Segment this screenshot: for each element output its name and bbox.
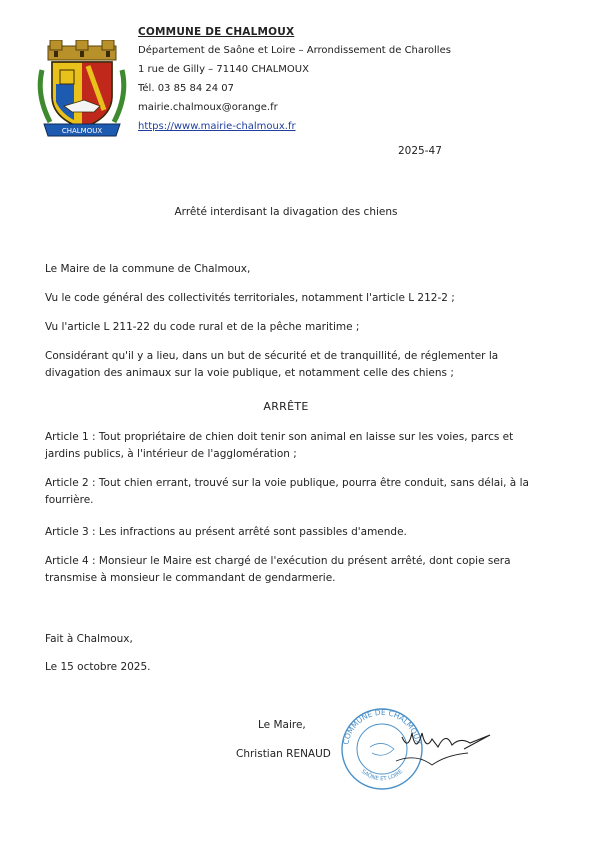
- article-4: Article 4 : Monsieur le Maire est chargé de l'exécution du présent arrêté, dont copie sera transmise à monsieur le commandant de gendarmerie.: [45, 555, 511, 584]
- decision-heading: ARRÊTE: [263, 400, 309, 413]
- svg-text:SAÔNE ET LOIRE: [360, 769, 405, 783]
- article-3: Article 3 : Les infractions au présent arrêté sont passibles d'amende.: [45, 526, 407, 538]
- article-2: Article 2 : Tout chien errant, trouvé sur la voie publique, pourra être conduit, sans délai, à la fourrière.: [45, 477, 529, 506]
- phone-line: Tél. 03 85 84 24 07: [138, 83, 235, 94]
- address-line: 1 rue de Gilly – 71140 CHALMOUX: [138, 64, 309, 75]
- department-line: Département de Saône et Loire – Arrondissement de Charolles: [138, 45, 451, 56]
- article-1: Article 1 : Tout propriétaire de chien doit tenir son animal en laisse sur les voies, parcs et jardins publics, à l'intérieur de l'agglomération ;: [45, 431, 514, 460]
- preamble-code-rural: Vu l'article L 211-22 du code rural et de la pêche maritime ;: [45, 321, 360, 333]
- preamble-considerant: Considérant qu'il y a lieu, dans un but de sécurité et de tranquillité, de réglementer la divagation des animaux sur la voie publique, et notamment celle des chiens ;: [45, 350, 499, 379]
- stamp-text: COMMUNE DE CHALMOUX: [341, 707, 423, 746]
- letterhead: [138, 27, 451, 141]
- commune-crest-logo: [34, 40, 130, 138]
- decree-title: Arrêté interdisant la divagation des chiens: [174, 206, 398, 218]
- website-link[interactable]: https://www.mairie-chalmoux.fr: [138, 121, 296, 132]
- crest-banner-text: CHALMOUX: [61, 127, 103, 135]
- closing-date: Le 15 octobre 2025.: [45, 661, 151, 673]
- stamp-bottom-text: SAÔNE ET LOIRE: [359, 768, 405, 783]
- commune-name: COMMUNE DE CHALMOUX: [138, 26, 295, 38]
- preamble-mayor: Le Maire de la commune de Chalmoux,: [45, 263, 251, 275]
- signature-role: Le Maire,: [258, 719, 306, 731]
- signature-name: Christian RENAUD: [236, 748, 331, 760]
- decree-reference: 2025-47: [398, 145, 442, 157]
- official-stamp-and-signature: [336, 703, 496, 795]
- preamble-code-general: Vu le code général des collectivités territoriales, notamment l'article L 212-2 ;: [45, 292, 455, 304]
- closing-place: Fait à Chalmoux,: [45, 633, 133, 645]
- email-line: mairie.chalmoux@orange.fr: [138, 102, 278, 113]
